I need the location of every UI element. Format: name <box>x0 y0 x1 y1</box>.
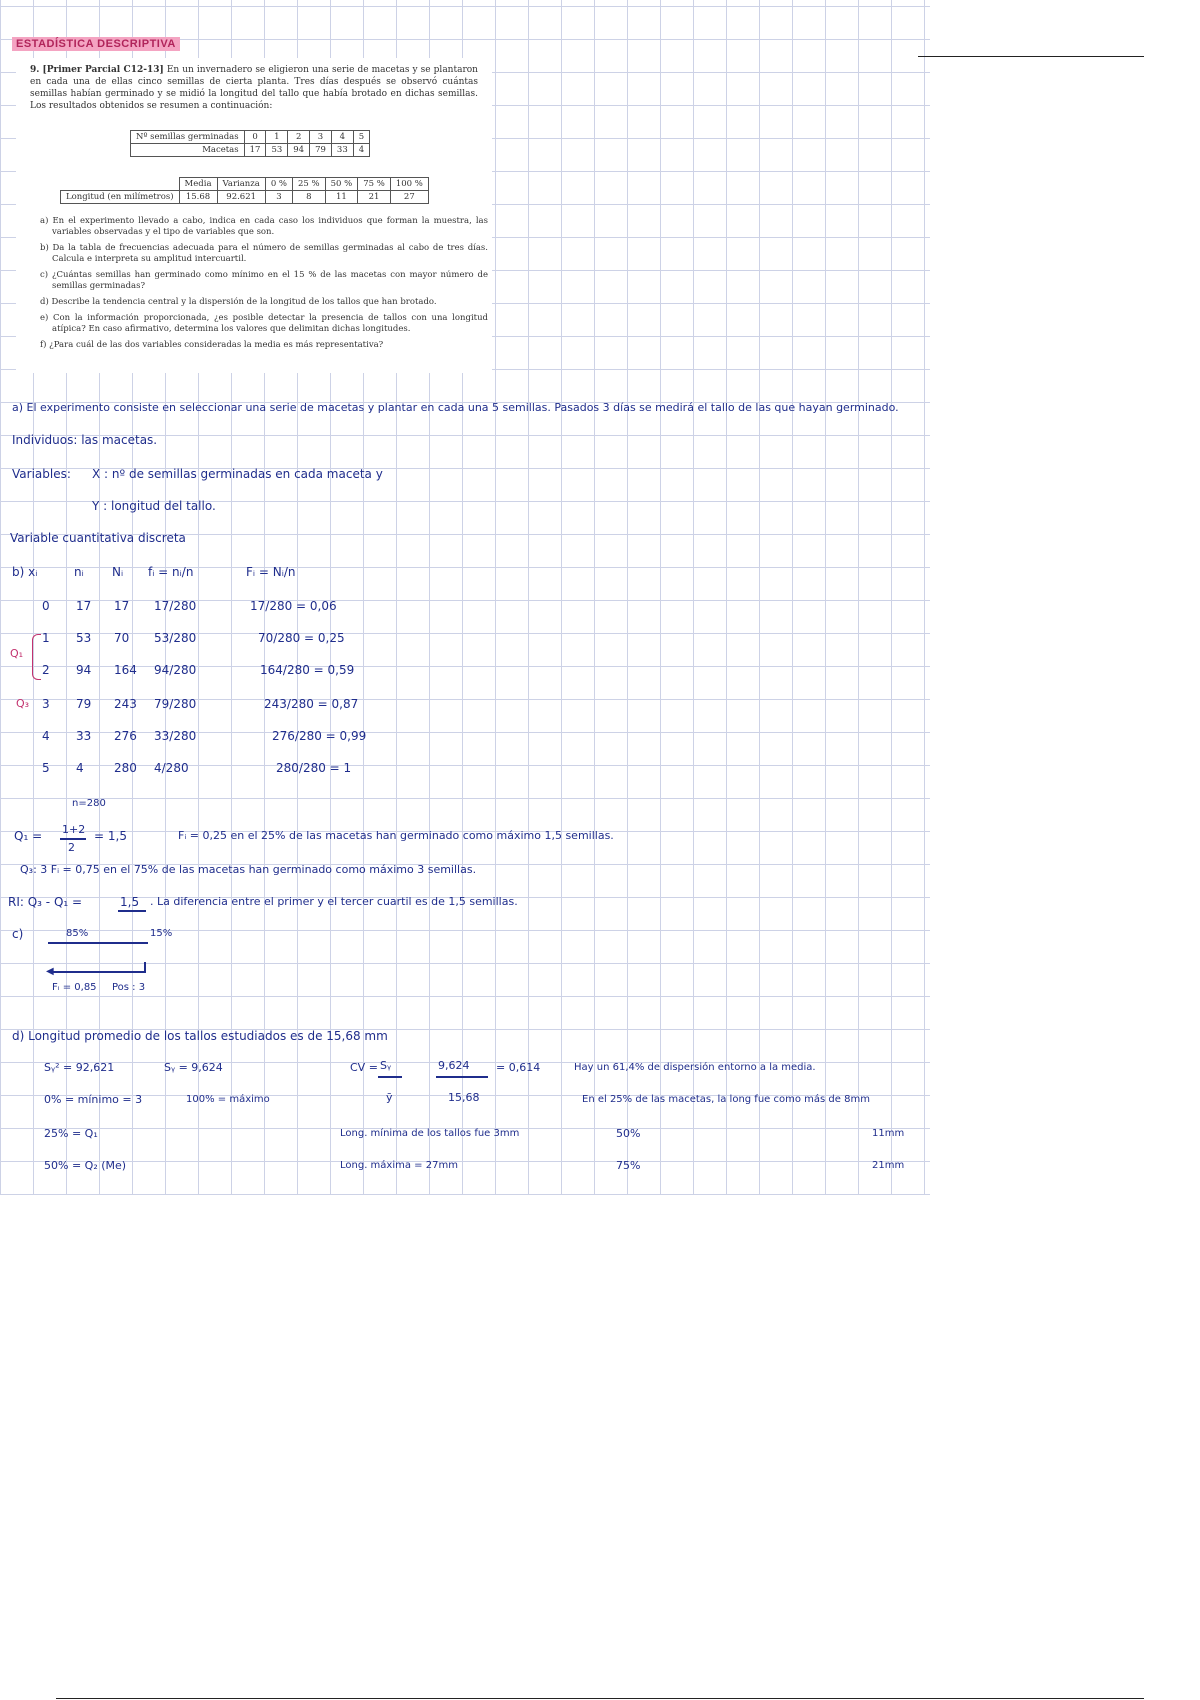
p75-right-label: 75% <box>616 1159 641 1172</box>
freq-row-3-fi: 79/280 <box>154 697 197 711</box>
variable-y-note: Y : longitud del tallo. <box>92 499 216 513</box>
problem-statement-box <box>16 58 492 373</box>
table-cell <box>61 178 180 191</box>
q1-mark: Q₁ <box>10 647 24 660</box>
sample-size: n=280 <box>72 798 106 809</box>
table-cell: Macetas <box>131 144 245 157</box>
table-cell: 1 <box>266 131 288 144</box>
table-cell: 33 <box>331 144 353 157</box>
section-title: ESTADÍSTICA DESCRIPTIVA <box>12 37 180 51</box>
variable-x-note: X : nº de semillas germinadas en cada maceta y <box>92 467 383 481</box>
freq-row-4-Ni: 276 <box>114 729 137 743</box>
table-cell: 21 <box>358 191 391 204</box>
table-cell: 4 <box>353 144 369 157</box>
c-15-percent: 15% <box>150 928 173 939</box>
c-arrow-line <box>50 971 146 973</box>
freq-row-2-xi: 2 <box>42 663 50 677</box>
q1-fraction-denominator: 2 <box>68 841 75 854</box>
freq-row-2-ni: 94 <box>76 663 92 677</box>
freq-row-4-xi: 4 <box>42 729 50 743</box>
c-arrow-tick <box>144 962 146 972</box>
individuals-note: Individuos: las macetas. <box>12 433 158 447</box>
freq-row-0-Fi: 17/280 = 0,06 <box>250 599 337 613</box>
question-f: f) ¿Para cuál de las dos variables consideradas la media es más representativa? <box>40 340 384 350</box>
freq-row-3-Fi: 243/280 = 0,87 <box>264 697 359 711</box>
freq-header-ni: nᵢ <box>74 565 84 579</box>
p0-note: 0% = mínimo = 3 <box>44 1093 143 1106</box>
table-cell: Media <box>179 178 217 191</box>
min-length-note: Long. mínima de los tallos fue 3mm <box>340 1128 520 1139</box>
cv-fraction-bar <box>378 1076 402 1078</box>
problem-source: [Primer Parcial C12-13] <box>42 65 164 75</box>
p50-value: 11mm <box>872 1128 905 1139</box>
cv-denominator-value: 15,68 <box>448 1091 480 1104</box>
variables-label: Variables: <box>12 467 71 481</box>
table-row <box>131 131 370 144</box>
q1-result: = 1,5 <box>94 829 127 843</box>
table-cell: Varianza <box>217 178 265 191</box>
cv-result: = 0,614 <box>496 1061 541 1074</box>
freq-row-1-fi: 53/280 <box>154 631 197 645</box>
table-cell: 8 <box>293 191 326 204</box>
q3-interpretation: Q₃: 3 Fᵢ = 0,75 en el 75% de las macetas han germinado como máximo 3 semillas. <box>20 863 477 876</box>
freq-row-0-Ni: 17 <box>114 599 130 613</box>
table-cell: 4 <box>331 131 353 144</box>
p25-note: 25% = Q₁ <box>44 1127 98 1140</box>
table-cell: 15.68 <box>179 191 217 204</box>
freq-row-4-ni: 33 <box>76 729 92 743</box>
answer-a-intro: a) El experimento consiste en seleccionar una serie de macetas y plantar en cada una 5 semillas. Pasados 3 días se medirá el tallo de las que hayan germinado. <box>12 401 899 414</box>
freq-row-0-fi: 17/280 <box>154 599 197 613</box>
freq-row-4-fi: 33/280 <box>154 729 197 743</box>
p75-value: 21mm <box>872 1160 905 1171</box>
freq-row-2-fi: 94/280 <box>154 663 197 677</box>
table-cell: Nº semillas germinadas <box>131 131 245 144</box>
freq-row-2-Fi: 164/280 = 0,59 <box>260 663 355 677</box>
freq-row-5-Ni: 280 <box>114 761 137 775</box>
freq-row-4-Fi: 276/280 = 0,99 <box>272 729 367 743</box>
table-cell: Longitud (en milímetros) <box>61 191 180 204</box>
ri-value: 1,5 <box>120 895 140 909</box>
length-summary-table <box>60 177 429 204</box>
question-c: c) ¿Cuántas semillas han germinado como mínimo en el 15 % de las macetas con mayor número de semillas germinadas? <box>40 270 488 291</box>
table-cell: 3 <box>310 131 332 144</box>
freq-row-1-Ni: 70 <box>114 631 130 645</box>
c-cumulative-frequency: Fᵢ = 0,85 <box>52 982 97 993</box>
q1-label: Q₁ = <box>14 829 43 843</box>
freq-row-1-Fi: 70/280 = 0,25 <box>258 631 345 645</box>
variable-type-note: Variable cuantitativa discreta <box>10 531 186 545</box>
q1-brace <box>32 634 41 680</box>
c-85-percent: 85% <box>66 928 89 939</box>
question-e: e) Con la información proporcionada, ¿es posible detectar la presencia de tallos con una longitud atípica? En caso afirmativo, determina los valores que delimitan dichas longitudes. <box>40 313 488 334</box>
p100-note: 100% = máximo <box>186 1094 270 1105</box>
p50-note: 50% = Q₂ (Me) <box>44 1159 127 1172</box>
question-a: a) En el experimento llevado a cabo, indica en cada caso los individuos que forman la muestra, las variables observadas y el tipo de variables que son. <box>40 216 488 237</box>
table-cell: 53 <box>266 144 288 157</box>
freq-row-1-xi: 1 <box>42 631 50 645</box>
table-cell: 3 <box>265 191 292 204</box>
table-cell: 25 % <box>293 178 326 191</box>
std-dev-note: Sᵧ = 9,624 <box>164 1061 223 1074</box>
table-cell: 27 <box>390 191 428 204</box>
table-row <box>131 144 370 157</box>
table-cell: 92.621 <box>217 191 265 204</box>
freq-row-5-fi: 4/280 <box>154 761 189 775</box>
table-row <box>61 178 429 191</box>
table-cell: 94 <box>288 144 310 157</box>
cv-numerator-value: 9,624 <box>438 1059 470 1072</box>
freq-row-0-xi: 0 <box>42 599 50 613</box>
p25-interpretation: En el 25% de las macetas, la long fue como más de 8mm <box>582 1094 870 1105</box>
freq-row-5-xi: 5 <box>42 761 50 775</box>
top-rule <box>918 56 1144 57</box>
freq-header-xi: b) xᵢ <box>12 565 38 579</box>
table-cell: 2 <box>288 131 310 144</box>
q3-mark: Q₃ <box>16 697 30 710</box>
freq-row-3-xi: 3 <box>42 697 50 711</box>
table-cell: 5 <box>353 131 369 144</box>
c-position: Pos : 3 <box>112 982 146 993</box>
problem-text: En un invernadero se eligieron una serie de macetas y se plantaron en cada una de ellas cinco semillas de cierta planta. Tres días después se observó cuántas semillas habían germinado y se midió la longitud del tallo que había brotado en dichas semillas. Los resultados obtenidos se resumen a continuación: <box>30 65 478 111</box>
cv-denominator: ȳ <box>386 1091 393 1104</box>
question-b: b) Da la tabla de frecuencias adecuada para el número de semillas germinadas al cabo de tres días. Calcula e interpreta su amplitud intercuartil. <box>40 243 488 264</box>
max-length-note: Long. máxima = 27mm <box>340 1160 458 1171</box>
table-cell: 0 <box>244 131 266 144</box>
cv-numerator: Sᵧ <box>380 1059 392 1072</box>
ri-label: RI: Q₃ - Q₁ = <box>8 895 83 909</box>
table-row <box>61 191 429 204</box>
ri-interpretation: . La diferencia entre el primer y el tercer cuartil es de 1,5 semillas. <box>150 895 518 908</box>
table-cell: 17 <box>244 144 266 157</box>
freq-row-1-ni: 53 <box>76 631 92 645</box>
cv-value-fraction-bar <box>436 1076 488 1078</box>
question-d: d) Describe la tendencia central y la dispersión de la longitud de los tallos que han brotado. <box>40 297 437 307</box>
table-cell: 11 <box>325 191 358 204</box>
variance-note: Sᵧ² = 92,621 <box>44 1061 115 1074</box>
freq-header-fi: fᵢ = nᵢ/n <box>148 565 194 579</box>
cv-label: CV = <box>350 1061 378 1074</box>
bottom-rule <box>56 1698 1144 1699</box>
freq-header-Ni: Nᵢ <box>112 565 124 579</box>
freq-header-Fi: Fᵢ = Nᵢ/n <box>246 565 296 579</box>
problem-number: 9. <box>30 65 40 75</box>
q1-interpretation: Fᵢ = 0,25 en el 25% de las macetas han germinado como máximo 1,5 semillas. <box>178 829 614 842</box>
ri-underline <box>118 910 146 912</box>
cv-interpretation: Hay un 61,4% de dispersión entorno a la media. <box>574 1062 816 1073</box>
freq-row-5-Fi: 280/280 = 1 <box>276 761 352 775</box>
table-cell: 75 % <box>358 178 391 191</box>
freq-row-3-Ni: 243 <box>114 697 137 711</box>
freq-row-3-ni: 79 <box>76 697 92 711</box>
answer-c-label: c) <box>12 927 24 941</box>
table-cell: 0 % <box>265 178 292 191</box>
freq-row-0-ni: 17 <box>76 599 92 613</box>
table-cell: 100 % <box>390 178 428 191</box>
arrow-left-icon: ◀ <box>46 966 54 977</box>
c-top-line <box>48 942 148 944</box>
table-cell: 79 <box>310 144 332 157</box>
problem-statement <box>30 64 478 112</box>
question-list <box>38 216 488 356</box>
freq-row-5-ni: 4 <box>76 761 84 775</box>
germinated-seeds-table <box>130 130 370 157</box>
answer-d-intro: d) Longitud promedio de los tallos estudiados es de 15,68 mm <box>12 1029 388 1043</box>
freq-row-2-Ni: 164 <box>114 663 137 677</box>
p50-right-label: 50% <box>616 1127 641 1140</box>
table-cell: 50 % <box>325 178 358 191</box>
q1-fraction-numerator: 1+2 <box>62 823 86 836</box>
